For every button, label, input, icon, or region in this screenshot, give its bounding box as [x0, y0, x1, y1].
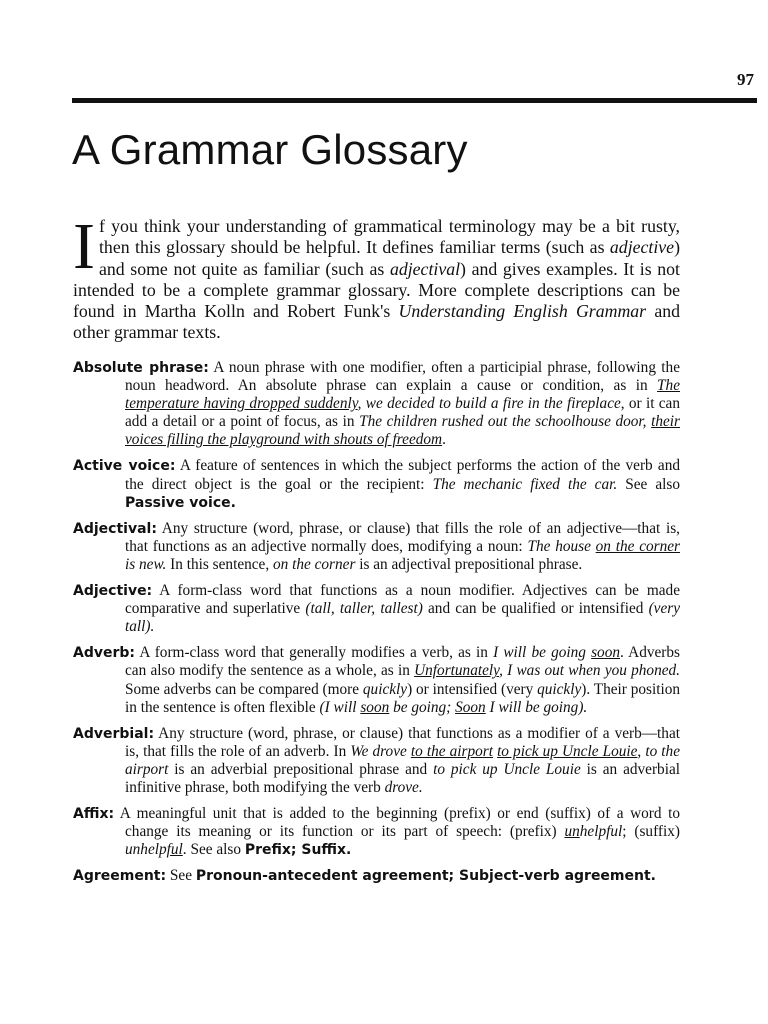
glossary-entry-adjective: [73, 582, 680, 636]
glossary-entry-adjectival: [73, 520, 680, 574]
example-text: (tall, taller, tallest): [305, 600, 423, 618]
intro-emphasis: adjective: [609, 237, 675, 258]
glossary-entry-adverbial: [73, 725, 680, 797]
definition-text: See: [166, 867, 196, 885]
intro-text: ) and gives examples. It is not intended to be a complete grammar glossary. More complete descriptions can be found in Martha Kolln and Robert Funk's: [73, 258, 680, 322]
definition-text: In this sentence,: [166, 555, 273, 573]
definition-text: Any structure (word, phrase, or clause) that fills the role of an adjective—that is, that functions as an adjective normally does, modifying a noun:: [125, 519, 680, 555]
intro-text: ) and some not quite as familiar (such as: [98, 237, 680, 279]
definition-text: A noun phrase with one modifier, often a participial phrase, following the noun headword. An absolute phrase can explain a cause or condition, as in: [125, 359, 680, 395]
example-text: , we decided to build a fire in the fireplace: [357, 395, 621, 413]
glossary-term: Adverbial:: [73, 725, 155, 742]
example-underlined: their voices filling the playground with shouts of freedom: [125, 413, 680, 449]
glossary-entry-active-voice: [73, 457, 680, 511]
example-text: helpful: [579, 823, 623, 841]
example-underlined: Unfortunately: [414, 662, 500, 680]
definition-text: ; (suffix): [622, 823, 680, 841]
definition-text: , or it can add a detail or a point of focus, as in: [125, 395, 680, 431]
definition-text: is an adjectival prepositional phrase.: [355, 555, 583, 573]
definition-text: See also: [617, 475, 680, 493]
example-underlined: soon: [360, 698, 390, 716]
example-text: I will be going).: [485, 698, 588, 716]
definition-text: Some adverbs can be compared (more: [125, 680, 363, 698]
example-underlined: un: [564, 823, 580, 841]
glossary-term: Affix:: [73, 806, 115, 823]
example-text: , I was out when you phoned.: [499, 662, 680, 680]
page-title: A Grammar Glossary: [72, 126, 468, 173]
glossary-entry-adverb: [73, 644, 680, 716]
definition-text: A form-class word that functions as a noun modifier. Adjectives can be made comparative and superlative: [125, 582, 680, 618]
glossary-entry-affix: [73, 805, 680, 859]
definition-text: is an adverbial infinitive phrase, both modifying the verb: [125, 760, 680, 796]
definition-text: A meaningful unit that is added to the beginning (prefix) or end (suffix) of a word to change its meaning or its function or its part of speech: (prefix): [114, 805, 680, 841]
drop-cap: I: [73, 210, 95, 283]
example-text: The mechanic fixed the car.: [432, 475, 618, 493]
example-underlined: The temperature having dropped suddenly: [125, 377, 680, 413]
example-text: quickly: [362, 680, 408, 698]
example-underlined: ful: [166, 841, 183, 859]
example-text: quickly: [537, 680, 582, 698]
example-text: (very tall).: [125, 600, 680, 636]
intro-text: and other grammar texts.: [73, 301, 680, 343]
glossary-term: Adverb:: [73, 645, 136, 662]
definition-text: . Adverbs can also modify the sentence as a whole, as in: [125, 644, 680, 680]
cross-reference: Prefix; Suffix.: [244, 842, 352, 859]
book-title: Understanding English Grammar: [398, 301, 647, 322]
glossary-term: Agreement:: [73, 868, 167, 885]
glossary-entry-agreement: [73, 867, 680, 885]
glossary-list: [73, 359, 680, 893]
example-underlined: Soon: [455, 698, 486, 716]
header-rule: [72, 98, 757, 103]
page-number: 97: [737, 70, 754, 89]
example-text: to the airport: [125, 742, 680, 778]
example-text: The children rushed out the schoolhouse door,: [359, 413, 652, 431]
example-text: The house: [527, 537, 596, 555]
definition-text: is an adverbial prepositional phrase and: [168, 760, 434, 778]
definition-text: A feature of sentences in which the subject performs the action of the verb and the direct object is the goal or the recipient:: [125, 457, 681, 493]
glossary-term: Absolute phrase:: [73, 360, 209, 376]
cross-reference: Pronoun-antecedent agreement; Subject-verb agreement.: [195, 868, 656, 885]
example-underlined: to pick up Uncle Louie: [497, 742, 638, 760]
glossary-term: Active voice:: [73, 458, 176, 475]
intro-text: f you think your understanding of grammatical terminology may be a bit rusty, then this glossary should be helpful. It defines familiar terms (such as: [98, 216, 680, 258]
example-text: (I will: [319, 698, 361, 716]
example-underlined: soon: [591, 644, 620, 662]
definition-text: Any structure (word, phrase, or clause) that functions as a modifier of a verb—that is, that fills the role of an adverb. In: [125, 724, 680, 760]
example-underlined: on the corner: [595, 537, 680, 555]
example-underlined: to the airport: [410, 742, 493, 760]
example-text: unhelp: [125, 841, 167, 859]
example-text: We drove: [350, 742, 411, 760]
cross-reference: Passive voice.: [125, 494, 236, 511]
glossary-term: Adjective:: [73, 583, 153, 600]
definition-text: .: [442, 431, 446, 449]
glossary-entry-absolute-phrase: [73, 359, 680, 449]
example-text: to pick up Uncle Louie: [433, 760, 581, 778]
example-text: I will be going: [493, 644, 592, 662]
example-text: is new.: [125, 555, 167, 573]
definition-text: ) or intensified (very: [407, 680, 538, 698]
example-text: on the corner: [272, 555, 356, 573]
definition-text: ,: [637, 742, 646, 760]
definition-text: ). Their position in the sentence is often flexible: [125, 680, 680, 716]
definition-text: . See also: [182, 841, 245, 859]
intro-paragraph: [73, 210, 680, 344]
definition-text: and can be qualified or intensified: [422, 600, 649, 618]
example-text: be going;: [389, 698, 456, 716]
example-text: drove.: [384, 778, 423, 796]
glossary-term: Adjectival:: [73, 520, 157, 537]
intro-emphasis: adjectival: [389, 258, 461, 279]
definition-text: A form-class word that generally modifies a verb, as in: [135, 644, 494, 662]
